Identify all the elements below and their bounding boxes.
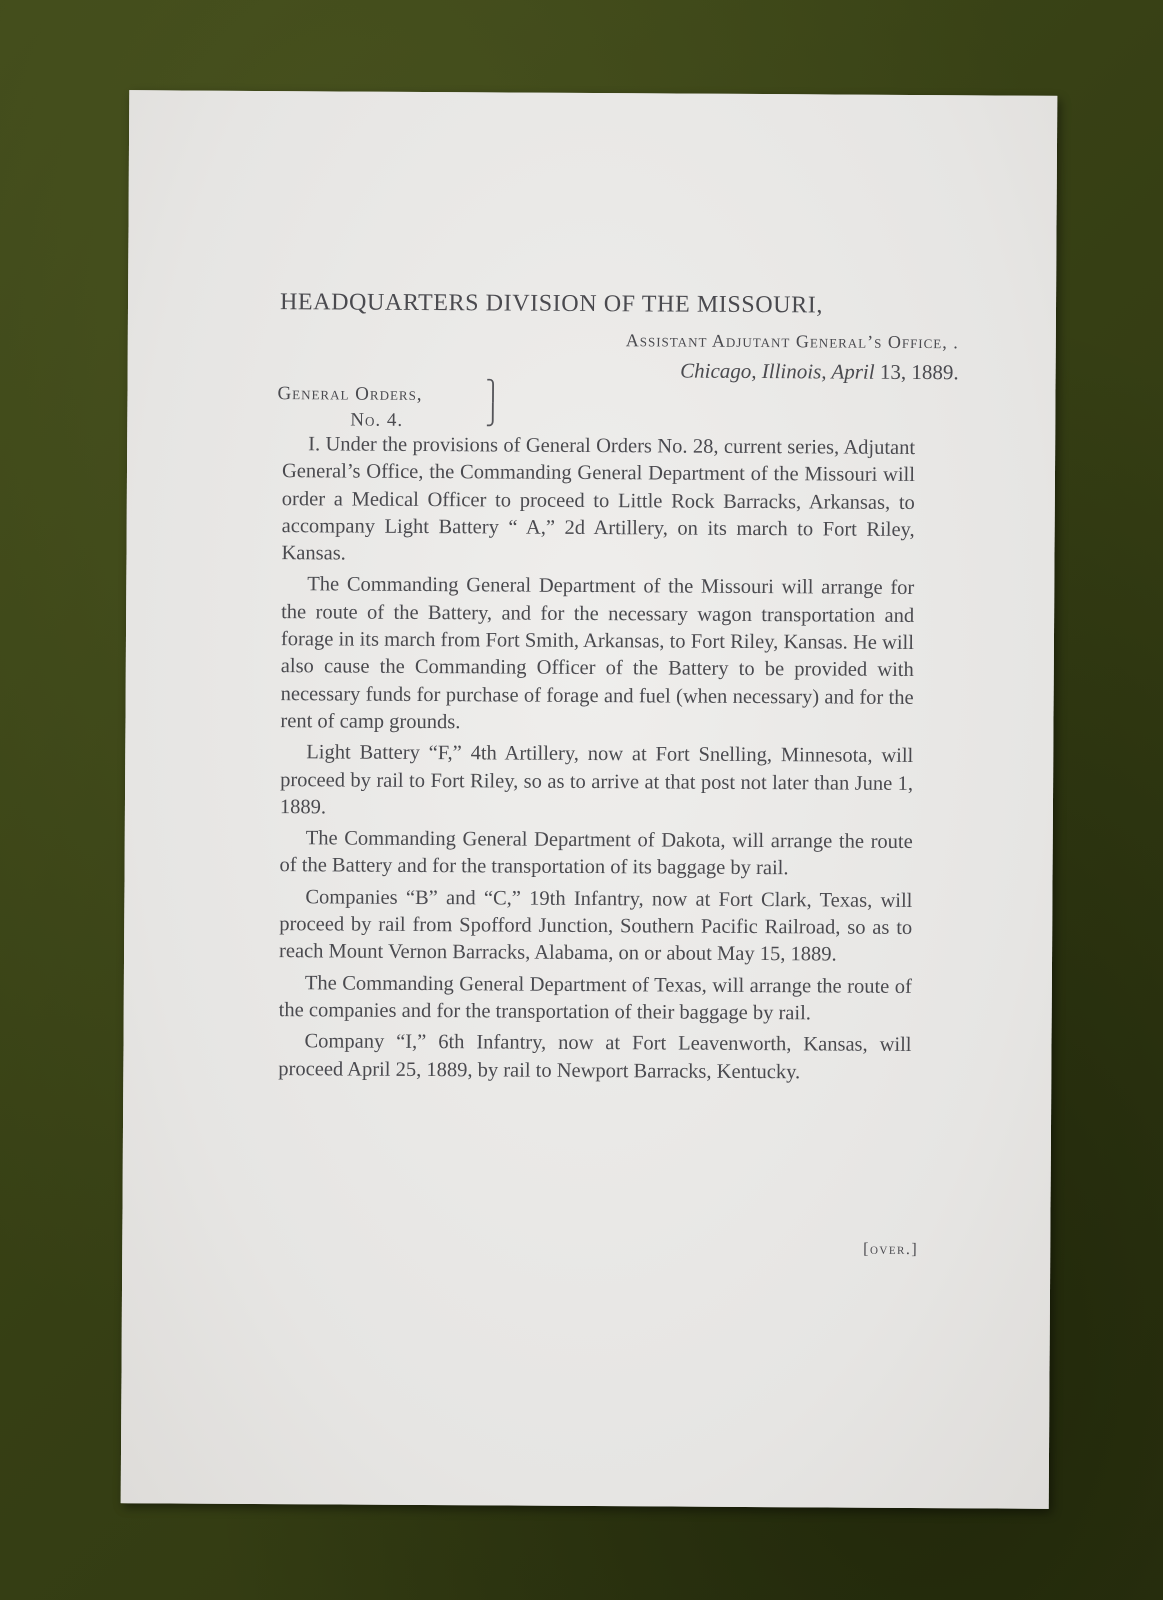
brace-icon: ⎫ ⎭ xyxy=(485,380,501,427)
document-page xyxy=(121,90,1058,1509)
paragraph: Light Battery “F,” 4th Artillery, now at Fort Snelling, Minnesota, will proceed by rail to Fort Riley, so as to arrive at that post not later than June 1, 1889. xyxy=(279,741,914,819)
orders-body xyxy=(278,431,915,1091)
date-line xyxy=(680,359,959,386)
general-orders-label xyxy=(277,381,422,434)
date-place: Chicago, Illinois, April xyxy=(680,358,875,384)
orders-label-text: General Orders, xyxy=(277,383,423,405)
over-note: [over.] xyxy=(863,1240,919,1259)
paragraph: The Commanding General Department of the Missouri will arrange for the route of the Battery, and for the necessary wagon transportation and forage in its march from Fort Smith, Arkansas, to Fort Riley, Kansas. He will also cause the Commanding Officer of the Battery to be provided with necessary funds for purchase of forage and fuel (when necessary) and for the rent of camp grounds. xyxy=(280,573,915,734)
paragraph: Companies “B” and “C,” 19th Infantry, now at Fort Clark, Texas, will proceed by rail from Spofford Junction, Southern Pacific Railroad, so as to reach Mount Vernon Barracks, Alabama, on or about May 15, 1889. xyxy=(278,886,913,966)
paragraph: Company “I,” 6th Infantry, now at Fort Leavenworth, Kansas, will proceed April 25, 1889, by rail to Newport Barracks, Kentucky. xyxy=(278,1030,912,1083)
date-rest: 13, 1889. xyxy=(874,359,959,385)
paragraph: The Commanding General Department of Dakota, will arrange the route of the Battery and for the transportation of its baggage by rail. xyxy=(279,827,913,880)
office-line: Assistant Adjutant General’s Office, . xyxy=(625,330,959,353)
paragraph: I. Under the provisions of General Orders No. 28, current series, Adjutant General’s Office, the Commanding General Department of the Missouri will order a Medical Officer to proceed to Little Rock Barracks, Arkansas, to accompany Light Battery “ A,” 2d Artillery, on its march to Fort Riley, Kansas. xyxy=(281,433,916,565)
headquarters-title: HEADQUARTERS DIVISION OF THE MISSOURI, xyxy=(279,289,824,319)
paragraph: The Commanding General Department of Texas, will arrange the route of the companies and for the transportation of their baggage by rail. xyxy=(278,971,912,1025)
orders-number: No. 4. xyxy=(350,409,404,431)
